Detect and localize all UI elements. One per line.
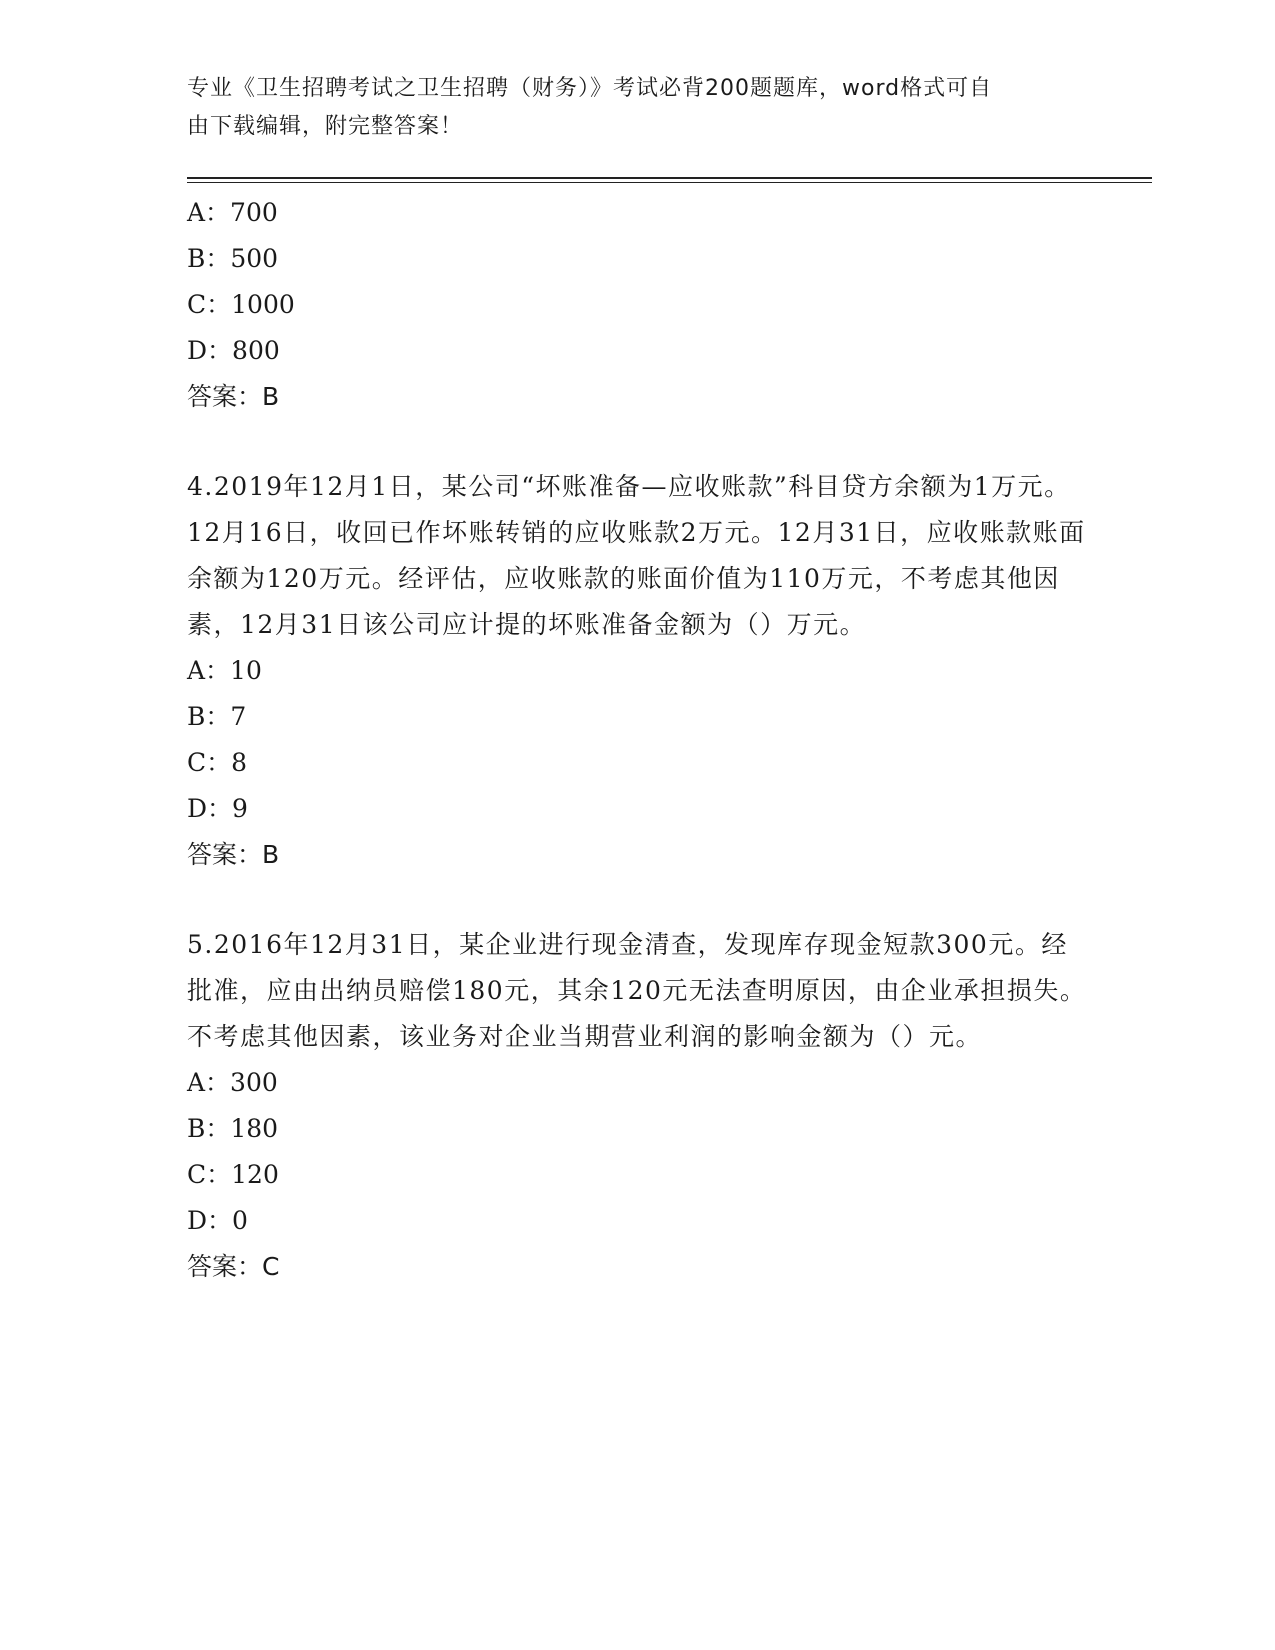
q4-answer: 答案：B (187, 840, 280, 869)
q3-option-b: B：500 (187, 244, 279, 273)
question-4-block (187, 464, 1087, 878)
header-line-2: 由下载编辑，附完整答案！ (187, 114, 464, 139)
q5-answer: 答案：C (187, 1252, 280, 1281)
spacer (187, 878, 1087, 922)
header-divider-thick (187, 177, 1152, 179)
document-body (187, 190, 1087, 1290)
header-divider-thin (187, 182, 1152, 183)
question-3-block (187, 190, 1087, 420)
q4-option-c: C：8 (187, 748, 248, 777)
q5-text: 5.2016年12月31日，某企业进行现金清查，发现库存现金短款300元。经批准，应由出纳员赔偿180元，其余120元无法查明原因，由企业承担损失。不考虑其他因素，该业务对企业当期营业利润的影响金额为（）元。 (187, 930, 1087, 1051)
q4-option-d: D：9 (187, 794, 248, 823)
q5-option-c: C：120 (187, 1160, 279, 1189)
document-header (187, 70, 1067, 146)
q3-option-a: A：700 (187, 198, 278, 227)
q4-option-b: B：7 (187, 702, 247, 731)
q5-option-d: D：0 (187, 1206, 248, 1235)
q3-option-c: C：1000 (187, 290, 295, 319)
spacer (187, 420, 1087, 464)
q4-option-a: A：10 (187, 656, 262, 685)
q5-option-a: A：300 (187, 1068, 278, 1097)
q4-text: 4.2019年12月1日，某公司“坏账准备—应收账款”科目贷方余额为1万元。12月16日，收回已作坏账转销的应收账款2万元。12月31日，应收账款账面余额为120万元。经评估，应收账款的账面价值为110万元，不考虑其他因素，12月31日该公司应计提的坏账准备金额为（）万元。 (187, 472, 1086, 639)
header-line-1: 专业《卫生招聘考试之卫生招聘（财务）》考试必背200题题库，word格式可自 (187, 76, 993, 101)
q3-option-d: D：800 (187, 336, 280, 365)
q3-answer: 答案：B (187, 382, 280, 411)
q5-option-b: B：180 (187, 1114, 279, 1143)
question-5-block (187, 922, 1087, 1290)
